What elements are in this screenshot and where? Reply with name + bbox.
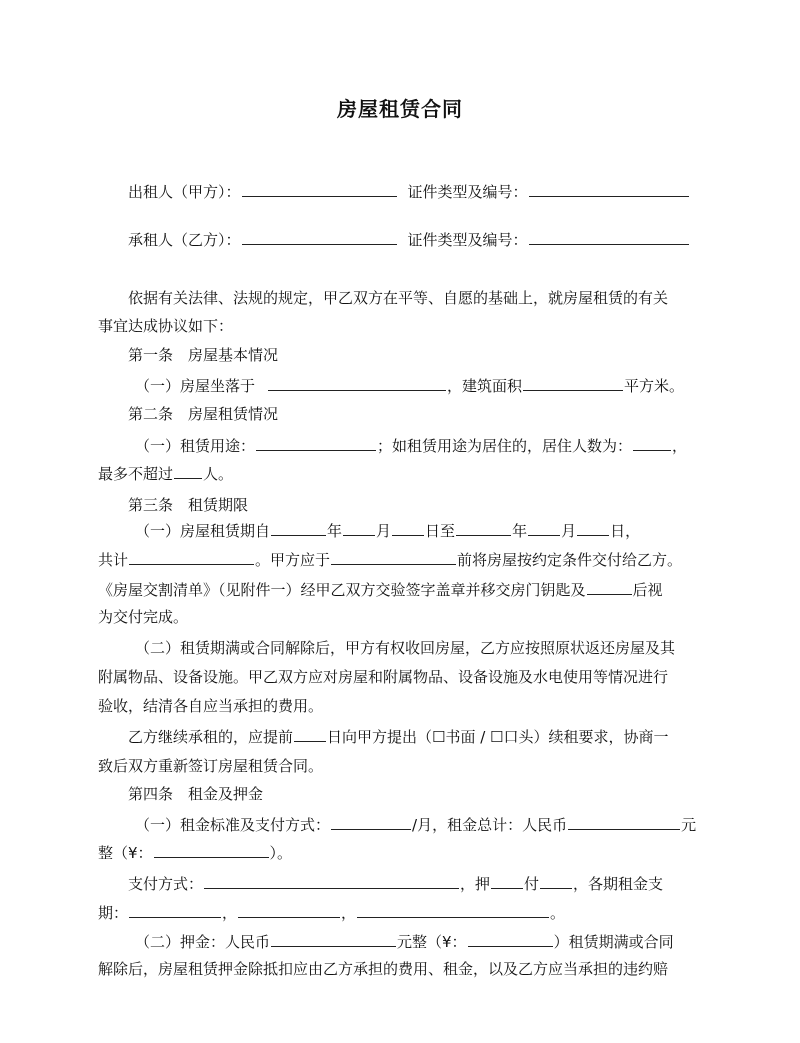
day-end-label: 日，: [610, 522, 641, 540]
rent-amount-blank[interactable]: [331, 814, 411, 830]
periods-label: ，各期租金支: [573, 875, 664, 893]
lessor-name-blank[interactable]: [242, 181, 397, 197]
period-3-blank[interactable]: [357, 902, 549, 918]
payment-method-label: 支付方式：: [128, 875, 204, 893]
max-unit: 人。: [203, 465, 234, 483]
max-label: 最多不超过: [98, 465, 174, 483]
lessee-line: [128, 229, 690, 250]
article-3-line-1: [135, 520, 640, 541]
intro-line-2: 事宜达成协议如下：: [98, 317, 234, 335]
handover-list-text: 《房屋交割清单》（见附件一）经甲乙双方交验签字盖章并移交房门钥匙及: [98, 581, 586, 599]
start-month-blank[interactable]: [343, 520, 375, 536]
article-2-item-1: [135, 435, 687, 456]
handover-text: 前将房屋按约定条件交付给乙方。: [457, 551, 683, 569]
article-2-heading: 第二条 房屋租赁情况: [128, 405, 279, 423]
close-paren: ）。: [269, 844, 293, 862]
lessee-label: 承租人（乙方）：: [128, 231, 241, 249]
period-2-blank[interactable]: [238, 902, 340, 918]
article-4-line-5: [135, 931, 674, 952]
rent-numeric-label: 整（¥：: [98, 844, 153, 862]
lessor-id-label: 证件类型及编号：: [407, 183, 528, 201]
article-4-line-4: [98, 902, 565, 923]
article-3-para-2-line-2: 附属物品、设备设施。甲乙双方应对房屋和附属物品、设备设施及水电使用等情况进行: [98, 668, 669, 686]
start-day-blank[interactable]: [392, 520, 424, 536]
lessee-id-blank[interactable]: [529, 229, 689, 245]
area-unit: 平方米。: [624, 377, 685, 395]
deposit-label: （二）押金：人民币: [135, 933, 271, 951]
article-1-heading: 第一条 房屋基本情况: [128, 346, 279, 364]
end-day-blank[interactable]: [577, 520, 609, 536]
deposit-amount-blank[interactable]: [271, 931, 396, 947]
deposit-months-blank[interactable]: [491, 873, 523, 889]
article-4-line-2: [98, 842, 292, 863]
article-3-line-3: [98, 579, 663, 600]
total-label: 共计: [98, 551, 129, 569]
deposit-tail: ）租赁期满或合同: [553, 933, 674, 951]
comma: ，: [341, 904, 357, 922]
location-label: （一）房屋坐落于: [135, 377, 256, 395]
handover-date-blank[interactable]: [331, 549, 456, 565]
day-to-label: 日至: [425, 522, 456, 540]
period-label: 期：: [98, 904, 129, 922]
pay-months-blank[interactable]: [540, 873, 572, 889]
article-3-para-2-line-3: 验收，结清各自应当承担的费用。: [98, 697, 324, 715]
pay-months-label: 付: [524, 875, 540, 893]
end-year-blank[interactable]: [456, 520, 511, 536]
comma: ，: [222, 904, 238, 922]
usage-blank[interactable]: [256, 435, 376, 451]
payment-method-blank[interactable]: [204, 873, 459, 889]
renew-text: 日向甲方提出（☐书面 / ☐口头）续租要求，协商一: [327, 728, 669, 746]
comma: ，: [672, 437, 688, 455]
article-1-item-1: [135, 375, 684, 396]
area-blank[interactable]: [523, 375, 623, 391]
term-label: （一）房屋租赁期自: [135, 522, 271, 540]
article-3-para-3-line-2: 致后双方重新签订房屋租赁合同。: [98, 757, 324, 775]
article-3-para-2-line-1: （二）租赁期满或合同解除后，甲方有权收回房屋，乙方应按照原状返还房屋及其: [135, 639, 676, 657]
usage-label: （一）租赁用途：: [135, 437, 256, 455]
lessor-label: 出租人（甲方）：: [128, 183, 241, 201]
article-4-line-1: [135, 814, 696, 835]
end-month-blank[interactable]: [528, 520, 560, 536]
article-4-line-3: [128, 873, 663, 894]
location-blank[interactable]: [268, 375, 446, 391]
article-4-line-6: 解除后，房屋租赁押金除抵扣应由乙方承担的费用、租金，以及乙方应当承担的违约赔: [98, 960, 669, 978]
max-blank[interactable]: [174, 463, 202, 479]
renew-days-blank[interactable]: [294, 726, 326, 742]
renew-label: 乙方继续承租的，应提前: [128, 728, 294, 746]
yuan-label: 元: [681, 816, 697, 834]
rent-total-blank[interactable]: [568, 814, 680, 830]
article-3-heading: 第三条 租赁期限: [128, 496, 249, 514]
rent-total-label: /月，租金总计：人民币: [412, 816, 568, 834]
lessee-id-label: 证件类型及编号：: [407, 231, 528, 249]
period-1-blank[interactable]: [129, 902, 221, 918]
month-label: 月: [376, 522, 392, 540]
period-end: 。: [550, 904, 566, 922]
area-label: ，建筑面积: [447, 377, 523, 395]
document-title: 房屋租赁合同: [337, 97, 463, 121]
rent-label: （一）租金标准及支付方式：: [135, 816, 331, 834]
intro-line-1: 依据有关法律、法规的规定，甲乙双方在平等、自愿的基础上，就房屋租赁的有关: [128, 289, 669, 307]
start-year-blank[interactable]: [271, 520, 326, 536]
deposit-months-label: ，押: [460, 875, 491, 893]
article-2-line-2: [98, 463, 233, 484]
rent-numeric-blank[interactable]: [154, 842, 269, 858]
handover-label: 。甲方应于: [255, 551, 331, 569]
keys-blank[interactable]: [587, 579, 632, 595]
year-label: 年: [327, 522, 343, 540]
month-label: 月: [561, 522, 577, 540]
lessee-name-blank[interactable]: [242, 229, 397, 245]
article-3-para-3-line-1: [128, 726, 669, 747]
deposit-numeric-blank[interactable]: [468, 931, 553, 947]
article-3-line-2: [98, 549, 682, 570]
total-term-blank[interactable]: [129, 549, 254, 565]
lessor-id-blank[interactable]: [529, 181, 689, 197]
deposit-numeric-label: 元整（¥：: [397, 933, 467, 951]
occupants-blank[interactable]: [633, 435, 671, 451]
occupants-label: ；如租赁用途为居住的，居住人数为：: [377, 437, 633, 455]
lessor-line: [128, 181, 690, 202]
after-label: 后视: [632, 581, 663, 599]
article-3-line-4: 为交付完成。: [98, 608, 189, 626]
year-label: 年: [512, 522, 528, 540]
article-4-heading: 第四条 租金及押金: [128, 785, 264, 803]
